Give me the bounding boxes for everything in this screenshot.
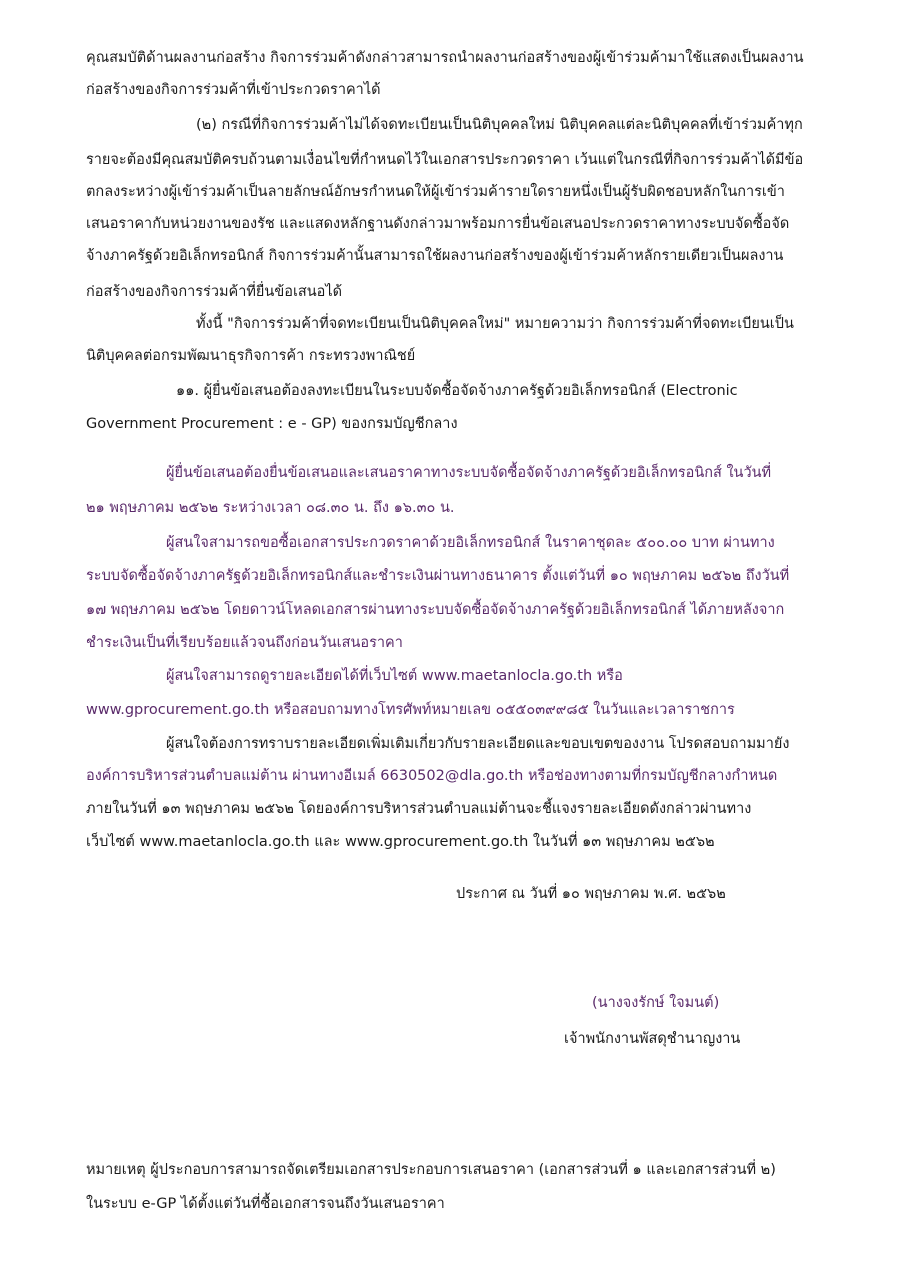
body-line: เว็บไซต์ www.maetanlocla.go.th และ www.gprocurement.go.th ในวันที่ ๑๓ พฤษภาคม ๒๕๖๒ bbox=[86, 834, 715, 850]
body-line: www.gprocurement.go.th หรือสอบถามทางโทรศัพท์หมายเลข ๐๕๕๐๓๙๙๘๕ ในวันและเวลาราชการ bbox=[86, 702, 735, 718]
body-line: ผู้สนใจต้องการทราบรายละเอียดเพิ่มเติมเกี่ยวกับรายละเอียดและขอบเขตของงาน โปรดสอบถามมายัง bbox=[166, 736, 790, 752]
body-line: ชำระเงินเป็นที่เรียบร้อยแล้วจนถึงก่อนวันเสนอราคา bbox=[86, 635, 403, 651]
body-line: ตกลงระหว่างผู้เข้าร่วมค้าเป็นลายลักษณ์อักษรกำหนดให้ผู้เข้าร่วมค้ารายใดรายหนึ่งเป็นผู้รับผิดชอบหลักในการเข้า bbox=[86, 184, 785, 200]
body-line: Government Procurement : e - GP) ของกรมบัญชีกลาง bbox=[86, 416, 458, 432]
signer-title: เจ้าพนักงานพัสดุชำนาญงาน bbox=[564, 1031, 741, 1047]
body-line: ๑๗ พฤษภาคม ๒๕๖๒ โดยดาวน์โหลดเอกสารผ่านทางระบบจัดซื้อจัดจ้างภาครัฐด้วยอิเล็กทรอนิกส์ ได้ภายหลังจาก bbox=[86, 602, 785, 618]
body-line: นิติบุคคลต่อกรมพัฒนาธุรกิจการค้า กระทรวงพาณิชย์ bbox=[86, 348, 416, 364]
body-line: ผู้สนใจสามารถดูรายละเอียดได้ที่เว็บไซต์ www.maetanlocla.go.th หรือ bbox=[166, 668, 623, 684]
body-line: ก่อสร้างของกิจการร่วมค้าที่เข้าประกวดราคาได้ bbox=[86, 82, 381, 98]
body-line: จ้างภาครัฐด้วยอิเล็กทรอนิกส์ กิจการร่วมค้านั้นสามารถใช้ผลงานก่อสร้างของผู้เข้าร่วมค้าหลักรายเดียวเป็นผลงาน bbox=[86, 248, 784, 264]
note-line: ในระบบ e-GP ได้ตั้งแต่วันที่ซื้อเอกสารจนถึงวันเสนอราคา bbox=[86, 1196, 445, 1212]
body-line: ๒๑ พฤษภาคม ๒๕๖๒ ระหว่างเวลา ๐๘.๓๐ น. ถึง ๑๖.๓๐ น. bbox=[86, 500, 455, 516]
body-line: คุณสมบัติด้านผลงานก่อสร้าง กิจการร่วมค้าดังกล่าวสามารถนำผลงานก่อสร้างของผู้เข้าร่วมค้ามาใช้แสดงเป็นผลงาน bbox=[86, 50, 804, 66]
body-line: ผู้สนใจสามารถขอซื้อเอกสารประกวดราคาด้วยอิเล็กทรอนิกส์ ในราคาชุดละ ๕๐๐.๐๐ บาท ผ่านทาง bbox=[166, 535, 775, 551]
body-line: ผู้ยื่นข้อเสนอต้องยื่นข้อเสนอและเสนอราคาทางระบบจัดซื้อจัดจ้างภาครัฐด้วยอิเล็กทรอนิกส์ ในวันที่ bbox=[166, 465, 772, 481]
note-line: หมายเหตุ ผู้ประกอบการสามารถจัดเตรียมเอกสารประกอบการเสนอราคา (เอกสารส่วนที่ ๑ และเอกสารส่วนที่ ๒) bbox=[86, 1162, 776, 1178]
body-line: เสนอราคากับหน่วยงานของรัช และแสดงหลักฐานดังกล่าวมาพร้อมการยื่นข้อเสนอประกวดราคาทางระบบจัดซื้อจัด bbox=[86, 216, 790, 232]
body-line: (๒) กรณีที่กิจการร่วมค้าไม่ได้จดทะเบียนเป็นนิติบุคคลใหม่ นิติบุคคลแต่ละนิติบุคคลที่เข้าร่วมค้าทุก bbox=[196, 117, 803, 133]
body-line: ๑๑. ผู้ยื่นข้อเสนอต้องลงทะเบียนในระบบจัดซื้อจัดจ้างภาครัฐด้วยอิเล็กทรอนิกส์ (Electronic bbox=[176, 383, 738, 399]
announce-date: ประกาศ ณ วันที่ ๑๐ พฤษภาคม พ.ศ. ๒๕๖๒ bbox=[456, 886, 726, 902]
body-line: องค์การบริหารส่วนตำบลแม่ต้าน ผ่านทางอีเมล์ 6630502@dla.go.th หรือช่องทางตามที่กรมบัญชีกลางกำหนด bbox=[86, 768, 778, 784]
body-line: ก่อสร้างของกิจการร่วมค้าที่ยื่นข้อเสนอได้ bbox=[86, 284, 343, 300]
body-line: ภายในวันที่ ๑๓ พฤษภาคม ๒๕๖๒ โดยองค์การบริหารส่วนตำบลแม่ต้านจะชี้แจงรายละเอียดดังกล่าวผ่านทาง bbox=[86, 801, 752, 817]
signer-name: (นางจงรักษ์ ใจมนต์) bbox=[592, 995, 720, 1011]
body-line: ทั้งนี้ "กิจการร่วมค้าที่จดทะเบียนเป็นนิติบุคคลใหม่" หมายความว่า กิจการร่วมค้าที่จดทะเบียนเป็น bbox=[196, 316, 794, 332]
body-line: ระบบจัดซื้อจัดจ้างภาครัฐด้วยอิเล็กทรอนิกส์และชำระเงินผ่านทางธนาคาร ตั้งแต่วันที่ ๑๐ พฤษภาคม ๒๕๖๒ ถึงวันที่ bbox=[86, 568, 790, 584]
body-line: รายจะต้องมีคุณสมบัติครบถ้วนตามเงื่อนไขที่กำหนดไว้ในเอกสารประกวดราคา เว้นแต่ในกรณีที่กิจการร่วมค้าได้มีข้อ bbox=[86, 152, 804, 168]
